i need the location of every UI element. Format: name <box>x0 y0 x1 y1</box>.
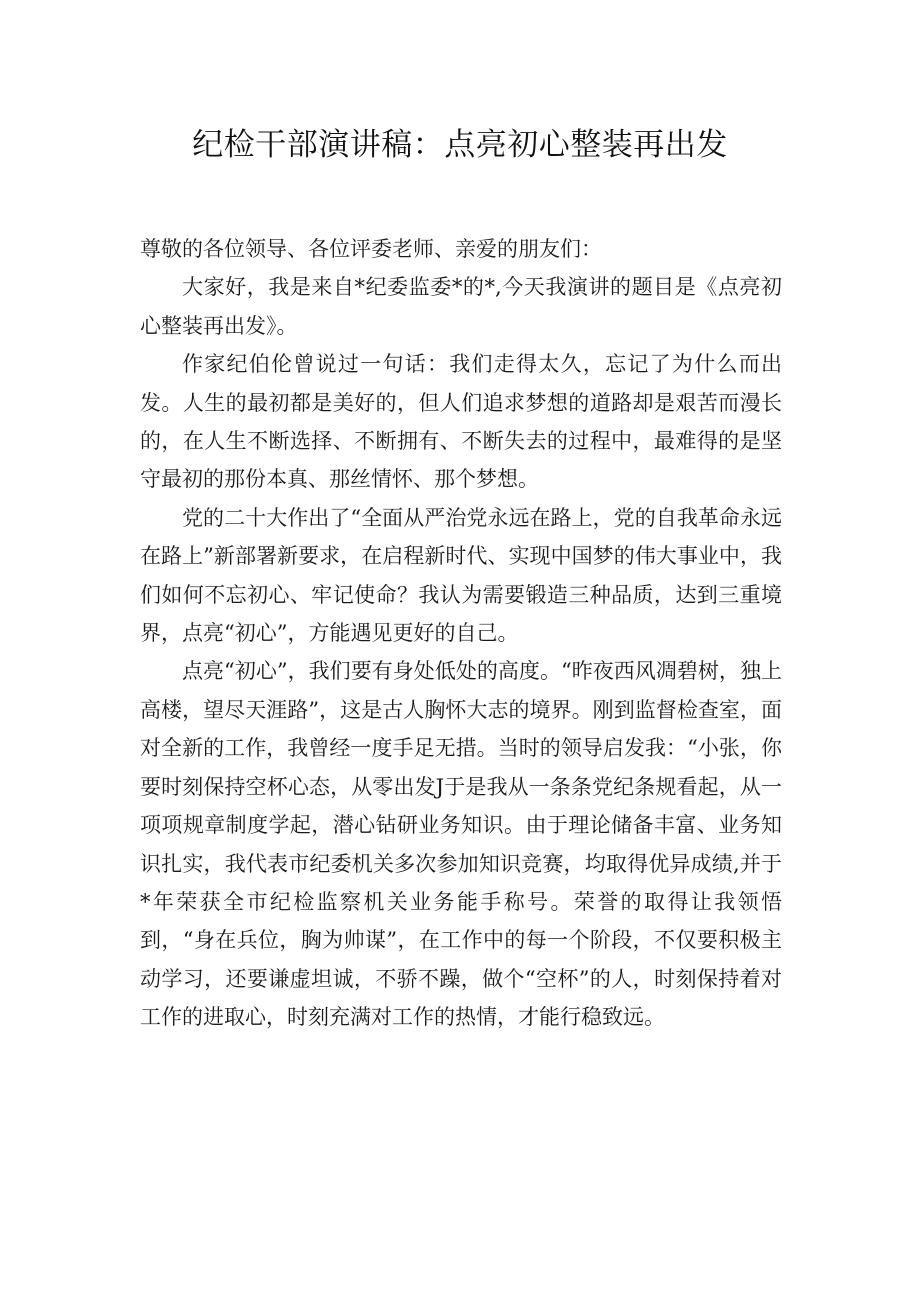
paragraph-party-congress: 党的二十大作出了“全面从严治党永远在路上，党的自我革命永远在路上”新部署新要求，在启程新时代、实现中国梦的伟大事业中，我们如何不忘初心、牢记使命？我认为需要锻造三种品质，达到三重境界，点亮“初心”，方能遇见更好的自己。 <box>140 505 782 646</box>
paragraph-first-quality: 点亮“初心”，我们要有身处低处的高度。“昨夜西风凋碧树，独上高楼，望尽天涯路”，这是古人胸怀大志的境界。刚到监督检查室，面对全新的工作，我曾经一度手足无措。当时的领导启发我：“小张，你要时刻保持空杯心态，从零出发J于是我从一条条党纪条规看起，从一项项规章制度学起，潜心钻研业务知识。由于理论储备丰富、业务知识扎实，我代表市纪委机关多次参加知识竞赛，均取得优异成绩,并于*年荣获全市纪检监察机关业务能手称号。荣誉的取得让我领悟到，“身在兵位，胸为帅谋”，在工作中的每一个阶段，不仅要积极主动学习，还要谦虚坦诚，不骄不躁，做个“空杯”的人，时刻保持着对工作的进取心，时刻充满对工作的热情，才能行稳致远。 <box>140 659 782 1030</box>
document-body <box>140 230 782 1037</box>
salutation: 尊敬的各位领导、各位评委老师、亲爱的朋友们： <box>140 237 602 261</box>
paragraph-intro: 大家好，我是来自*纪委监委*的*,今天我演讲的题目是《点亮初心整装再出发》。 <box>140 275 782 338</box>
paragraph-gibran-quote: 作家纪伯伦曾说过一句话：我们走得太久，忘记了为什么而出发。人生的最初都是美好的，但人们追求梦想的道路却是艰苦而漫长的，在人生不断选择、不断拥有、不断失去的过程中，最难得的是坚守最初的那份本真、那丝情怀、那个梦想。 <box>140 352 782 492</box>
document-title: 纪检干部演讲稿：点亮初心整装再出发 <box>192 127 728 163</box>
